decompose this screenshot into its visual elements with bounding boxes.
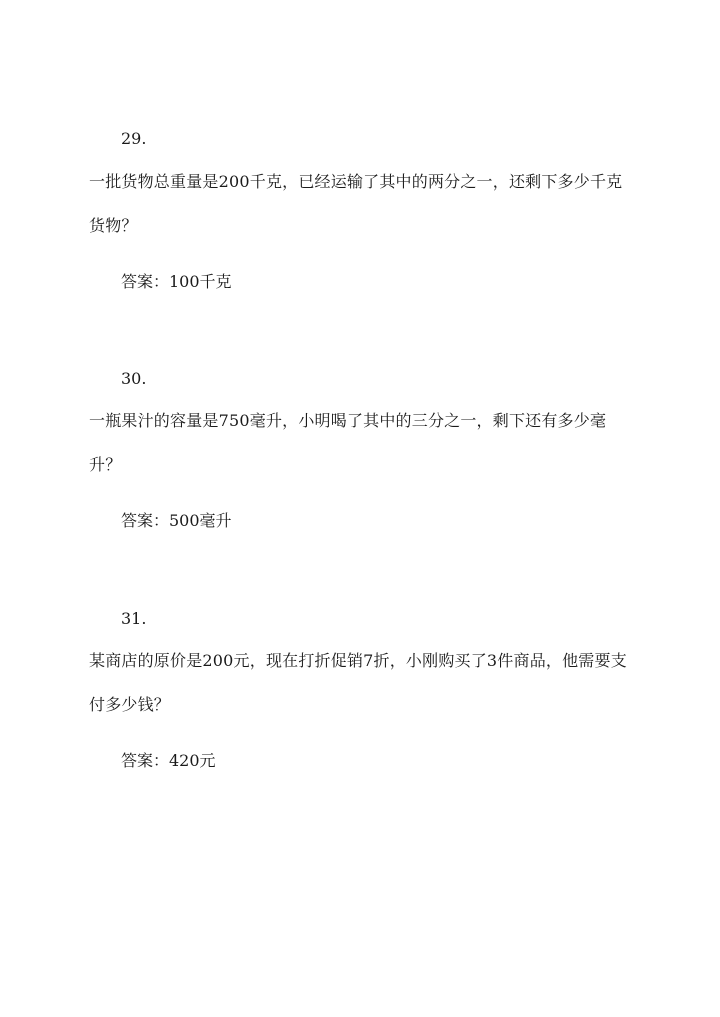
- problem-answer: 答案：100千克: [121, 272, 232, 291]
- problem-number: 30.: [121, 369, 147, 388]
- problem-question: 一批货物总重量是200千克，已经运输了其中的两分之一，还剩下多少千克货物？: [89, 172, 623, 235]
- problem-question: 某商店的原价是200元，现在打折促销7折，小刚购买了3件商品，他需要支付多少钱？: [89, 651, 627, 714]
- problem-answer: 答案：420元: [121, 751, 216, 770]
- problem-question: 一瓶果汁的容量是750毫升，小明喝了其中的三分之一，剩下还有多少毫升？: [89, 411, 607, 474]
- problem-answer: 答案：500毫升: [121, 511, 232, 530]
- problem-number: 31.: [121, 609, 147, 628]
- problem-number: 29.: [121, 129, 147, 148]
